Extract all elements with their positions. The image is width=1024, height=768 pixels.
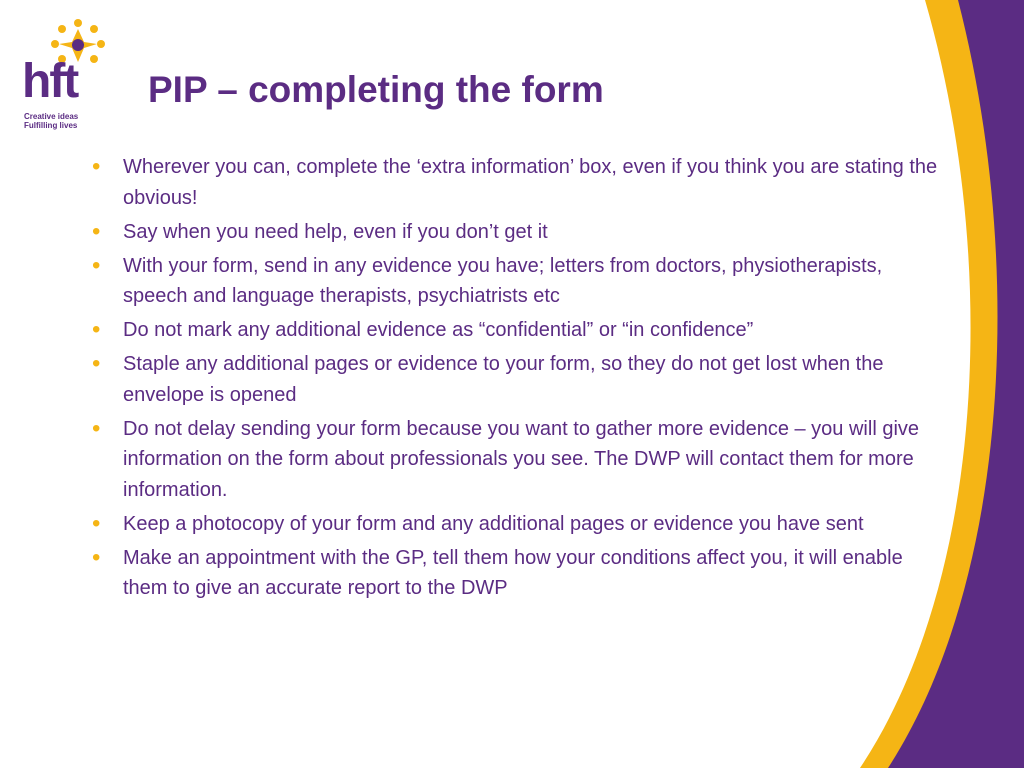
bullet-text: With your form, send in any evidence you have; letters from doctors, physiotherapists, speech and language therapists, psychiatrists etc [123,254,883,307]
bullet-text: Wherever you can, complete the ‘extra information’ box, even if you think you are stating the obvious! [123,156,938,209]
logo-tagline [24,112,78,130]
slide-title: PIP – completing the form [148,69,604,110]
bullet-item [92,217,952,248]
logo-tagline-line2: Fulfilling lives [24,121,78,130]
bullet-text: Keep a photocopy of your form and any additional pages or evidence you have sent [123,512,864,535]
bullet-text: Do not delay sending your form because you want to gather more evidence – you will give information on the form about professionals you see. The DWP will contact them for more information. [123,417,920,501]
bullet-item [92,152,952,213]
bullet-icon: • [92,316,101,343]
bullet-item [92,414,952,506]
bullet-item [92,251,952,312]
bullet-icon: • [92,251,101,279]
bullet-icon: • [92,350,101,377]
bullet-icon: • [92,153,101,180]
logo-tagline-line1: Creative ideas [24,112,79,121]
bullet-icon: • [92,217,101,245]
bullet-icon: • [92,543,101,571]
bullet-icon: • [92,509,101,537]
bullet-list [92,152,952,607]
bullet-text: Say when you need help, even if you don’t get it [123,220,548,243]
logo-wordmark: hft [22,55,78,108]
hft-logo [20,18,112,130]
bullet-icon: • [92,414,101,442]
bullet-item [92,543,952,604]
bullet-text: Do not mark any additional evidence as “confidential” or “in confidence” [123,319,754,341]
bullet-item [92,349,952,410]
bullet-item [92,315,952,346]
bullet-text: Make an appointment with the GP, tell them how your conditions affect you, it will enable them to give an accurate report to the DWP [123,546,903,599]
bullet-text: Staple any additional pages or evidence to your form, so they do not get lost when the envelope is opened [123,353,884,406]
bullet-item [92,509,952,540]
